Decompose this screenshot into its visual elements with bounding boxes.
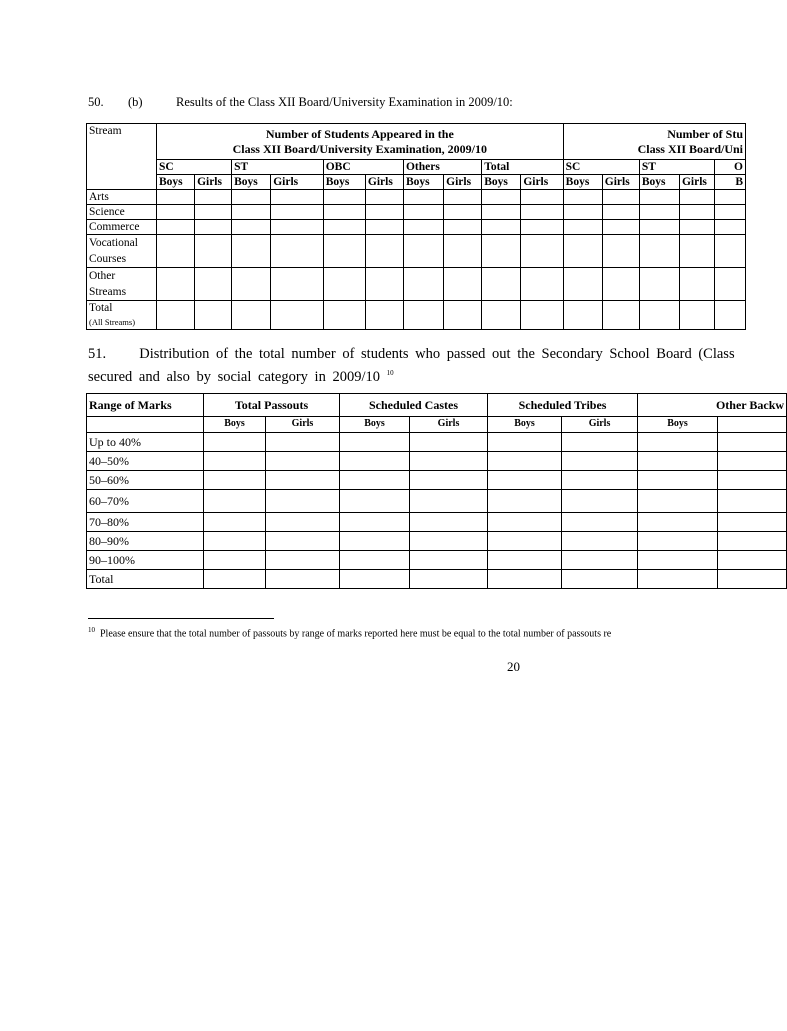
q51-line2: secured and also by social category in 2009/10: [88, 368, 380, 385]
table-row: [87, 190, 746, 205]
row-label: Up to 40%: [87, 433, 204, 452]
q51-line1: Distribution of the total number of students who passed out the Secondary School Board (Class: [139, 346, 735, 362]
cat-others: Others: [403, 160, 481, 175]
passed-group-header: [563, 124, 745, 160]
range-of-marks-header: Range of Marks: [87, 394, 204, 417]
q51-number: 51.: [88, 346, 107, 362]
row-label-line: Streams: [89, 286, 127, 298]
footnote-rule: [88, 618, 274, 619]
row-label: 90–100%: [87, 551, 204, 570]
results-table: [86, 123, 746, 330]
appeared-header-line1: Number of Students Appeared in the: [265, 127, 454, 141]
passed-header-line1: Number of Stu: [667, 127, 743, 141]
row-label-line: Vocational: [89, 237, 138, 249]
table-row: [87, 570, 787, 589]
girls-label: Girls: [266, 417, 340, 433]
row-label: Arts: [87, 190, 157, 205]
page-number: 20: [507, 659, 520, 674]
girls-label: Girls: [410, 417, 488, 433]
boys-label: Boys: [488, 417, 562, 433]
q50-part: (b): [128, 95, 143, 109]
boys-label: Boys: [323, 175, 365, 190]
row-label: 60–70%: [87, 490, 204, 513]
q50-title: Results of the Class XII Board/University Examination in 2009/10:: [176, 95, 513, 109]
cat-total: Total: [482, 160, 563, 175]
boys-label: Boys: [232, 175, 271, 190]
table-row: [87, 490, 787, 513]
row-label: 70–80%: [87, 513, 204, 532]
girls-label: Girls: [195, 175, 232, 190]
footnote-text: Please ensure that the total number of passouts by range of marks reported here must be equal to the total number of passouts re: [100, 628, 612, 640]
girls-label: Girls: [562, 417, 638, 433]
footnote: [88, 626, 611, 639]
appeared-group-header: [156, 124, 563, 160]
boys-label-cut: B: [714, 175, 745, 190]
row-label: Science: [87, 205, 157, 220]
boys-label: Boys: [639, 175, 679, 190]
row-label: Commerce: [87, 220, 157, 235]
row-label: [87, 235, 157, 268]
table-row: [87, 301, 746, 330]
passed-header-line2: Class XII Board/Uni: [637, 142, 743, 156]
girls-label: Girls: [602, 175, 639, 190]
boys-label: Boys: [340, 417, 410, 433]
row-label: [87, 268, 157, 301]
table-row: [87, 235, 746, 268]
obc-header: Other Backw: [638, 394, 787, 417]
q51-text: [88, 345, 735, 387]
girls-label: Girls: [365, 175, 403, 190]
boys-label: Boys: [204, 417, 266, 433]
sc-header: Scheduled Castes: [340, 394, 488, 417]
footnote-mark: 10: [88, 626, 95, 634]
girls-label: Girls: [679, 175, 714, 190]
table-row: [87, 471, 787, 490]
row-label: 40–50%: [87, 452, 204, 471]
q51-footref: 10: [386, 369, 394, 377]
row-label: 50–60%: [87, 471, 204, 490]
row-label-line: (All Streams): [89, 317, 136, 327]
row-label: Total: [87, 570, 204, 589]
row-label: [87, 301, 157, 330]
table-row: [87, 220, 746, 235]
boys-label: Boys: [482, 175, 521, 190]
marks-rows: [87, 433, 787, 589]
q50-heading: [88, 95, 513, 110]
q50-number: 50.: [88, 95, 104, 109]
row-label-line: Courses: [89, 253, 127, 265]
table-row: [87, 205, 746, 220]
row-label-line: Other: [89, 270, 116, 282]
boys-label: Boys: [156, 175, 194, 190]
cat-st-2: ST: [639, 160, 714, 175]
table-row: [87, 532, 787, 551]
total-passouts-header: Total Passouts: [204, 394, 340, 417]
results-rows: [87, 190, 746, 330]
cat-sc: SC: [156, 160, 231, 175]
boys-label: Boys: [638, 417, 718, 433]
table-row: [87, 551, 787, 570]
table-row: [87, 433, 787, 452]
row-label-line: Total: [89, 302, 113, 314]
cat-obc: OBC: [323, 160, 403, 175]
table-row: [87, 268, 746, 301]
boys-label: Boys: [563, 175, 602, 190]
cat-o-2: O: [714, 160, 745, 175]
stream-header: Stream: [87, 124, 157, 190]
girls-label: Girls: [444, 175, 482, 190]
row-label: 80–90%: [87, 532, 204, 551]
cat-st: ST: [232, 160, 324, 175]
girls-label: Girls: [271, 175, 323, 190]
cat-sc-2: SC: [563, 160, 639, 175]
appeared-header-line2: Class XII Board/University Examination, 2009/10: [232, 142, 487, 156]
marks-distribution-table: [86, 393, 787, 589]
table-row: [87, 452, 787, 471]
girls-label: Girls: [521, 175, 563, 190]
st-header: Scheduled Tribes: [488, 394, 638, 417]
table-row: [87, 513, 787, 532]
boys-label: Boys: [403, 175, 443, 190]
